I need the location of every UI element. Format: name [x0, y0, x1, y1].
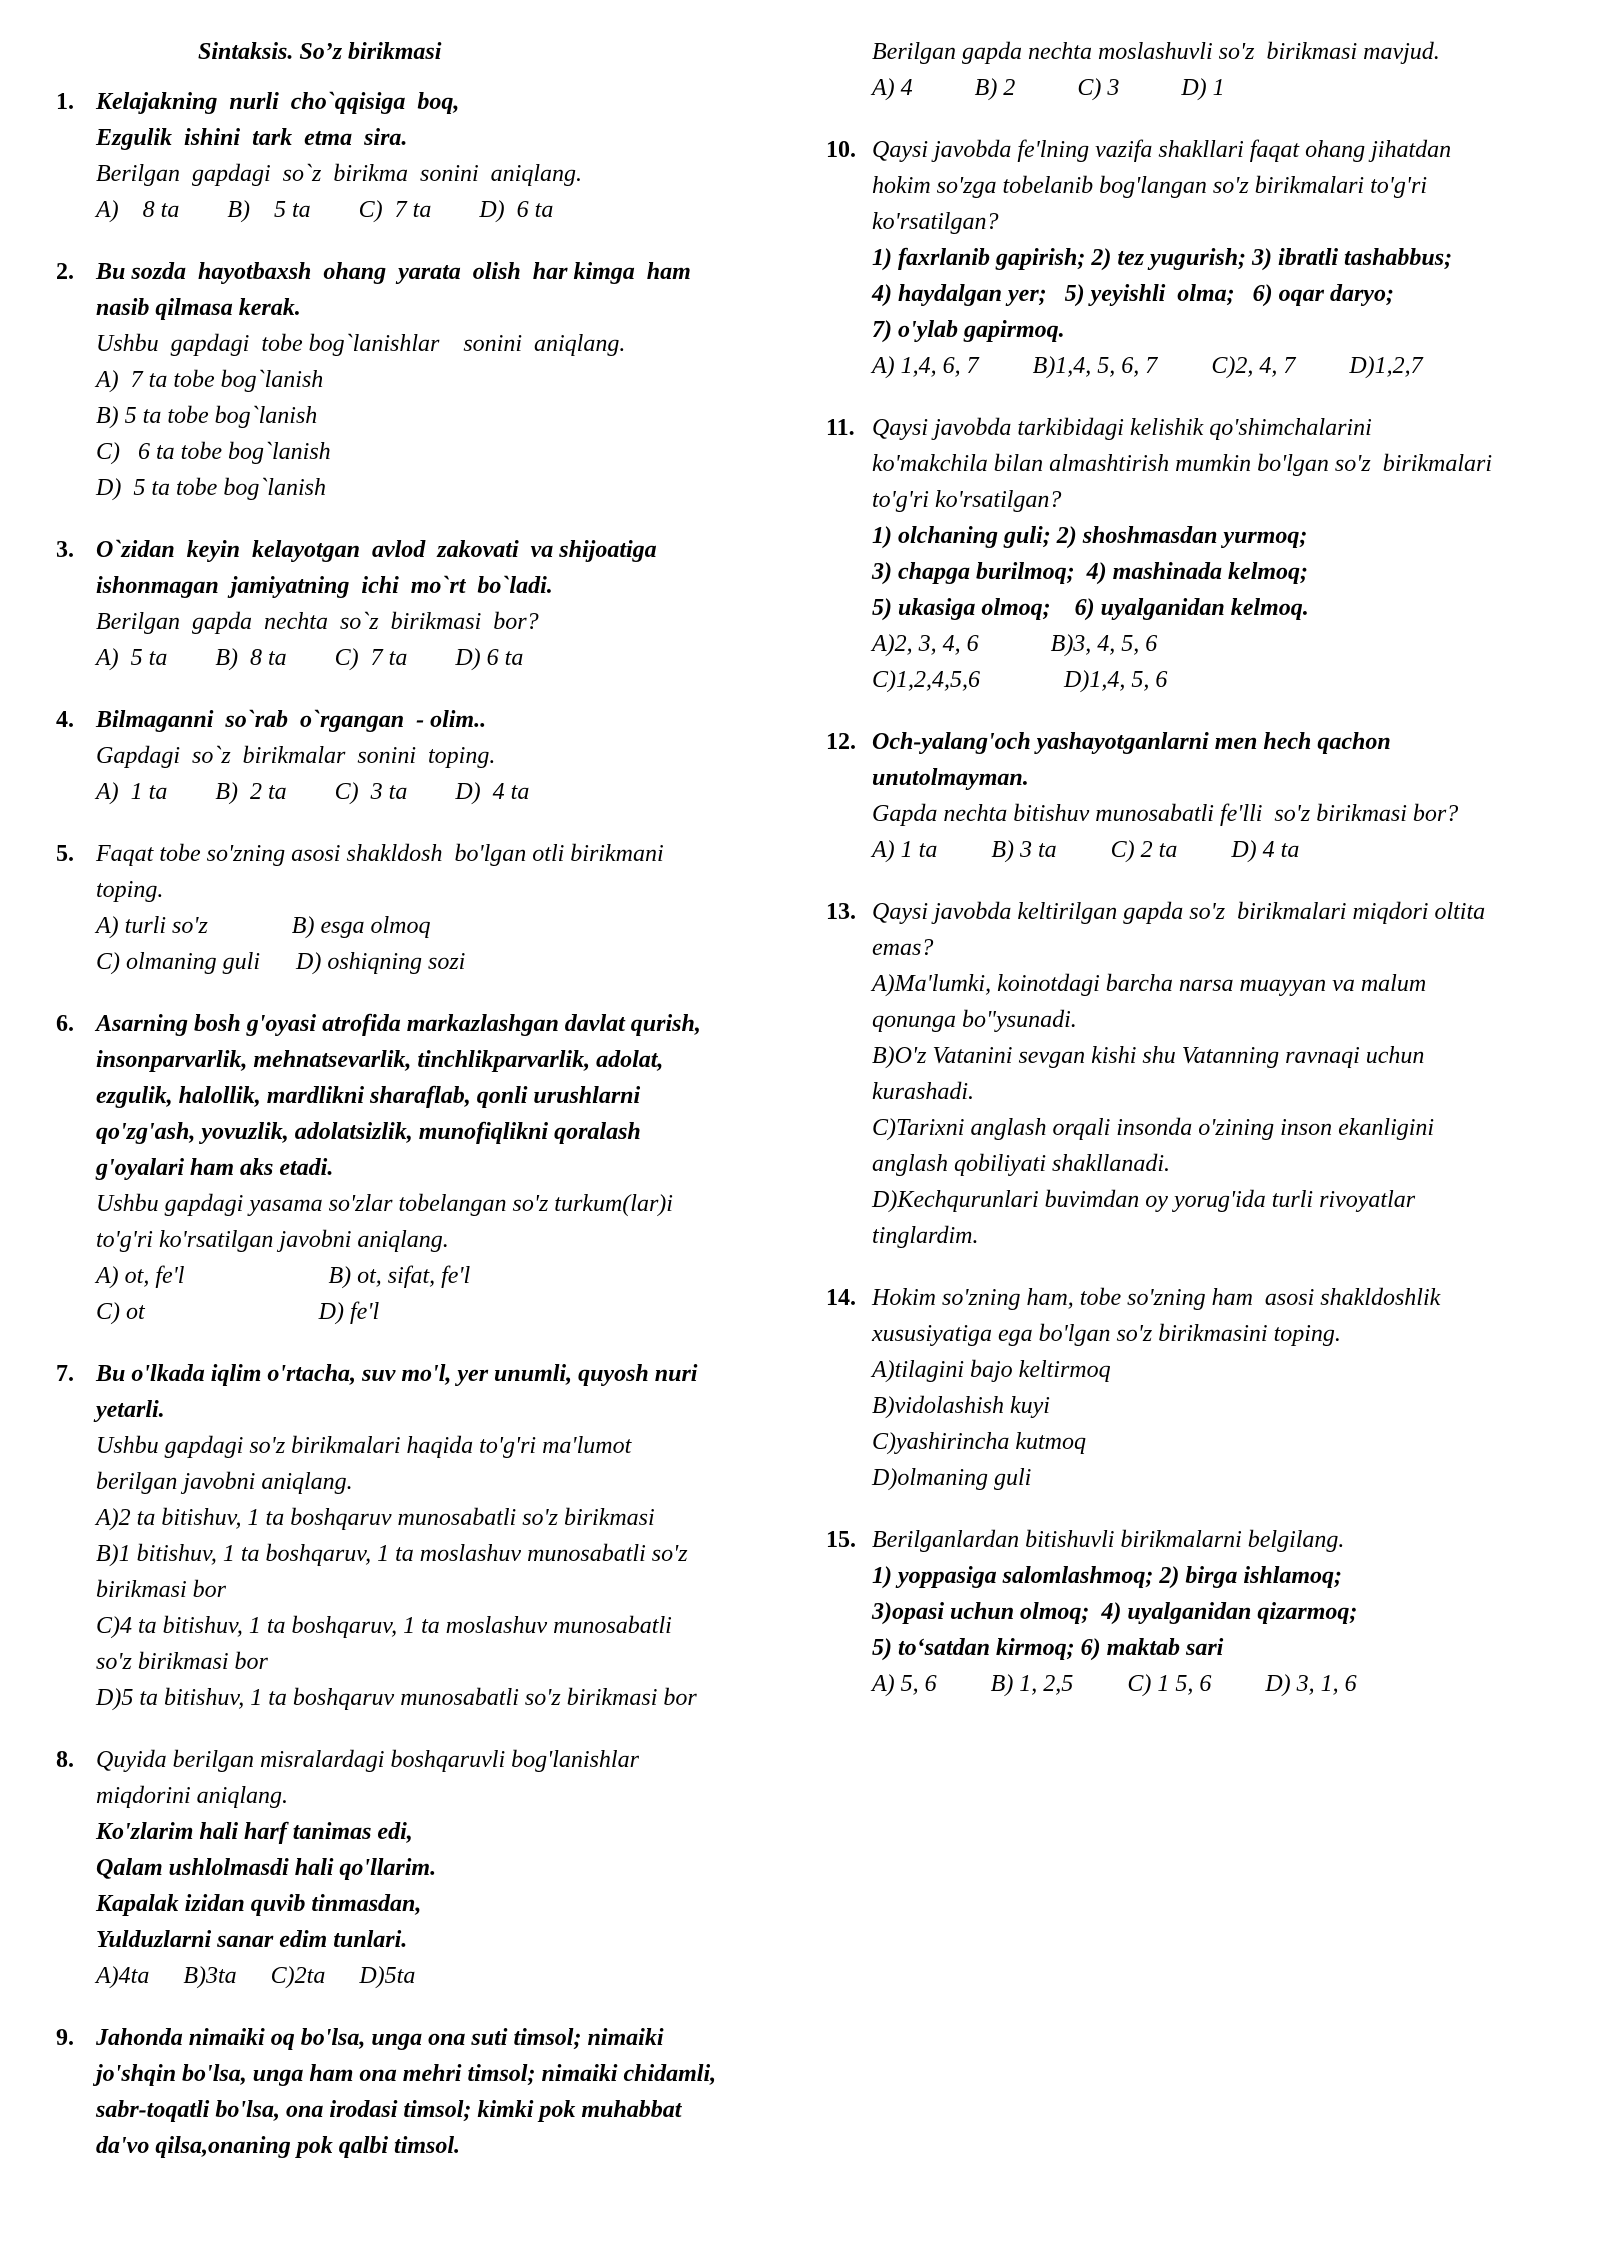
- question-14: [826, 1280, 1576, 1496]
- answer-option: B) 5 ta: [227, 197, 311, 223]
- question-number: 15.: [826, 1527, 856, 1553]
- answer-option: B) 2: [974, 75, 1016, 101]
- question-10: [826, 132, 1576, 384]
- question-line: C)yashirincha kutmoq: [872, 1429, 1086, 1455]
- question-bold-line: Ezgulik ishini tark etma sira.: [96, 125, 408, 151]
- answer-option: C) 2 ta: [1110, 837, 1178, 863]
- question-line: A)tilagini bajo keltirmoq: [872, 1357, 1111, 1383]
- answer-option: B) 3 ta: [991, 837, 1057, 863]
- question-line: so'z birikmasi bor: [96, 1649, 268, 1675]
- question-number: 2.: [56, 259, 74, 285]
- question-bold-line: Bu o'lkada iqlim o'rtacha, suv mo'l, yer unumli, quyosh nuri: [96, 1361, 698, 1387]
- question-number: 6.: [56, 1011, 74, 1037]
- question-bold-line: da'vo qilsa,onaning pok qalbi timsol.: [96, 2133, 461, 2159]
- answer-option: D) 4 ta: [1231, 837, 1300, 863]
- answer-options: [872, 348, 1576, 384]
- answer-option: B)3ta: [183, 1963, 237, 1989]
- answer-option: A) 5 ta: [96, 645, 168, 671]
- question-line: B)O'z Vatanini sevgan kishi shu Vatanning ravnaqi uchun: [872, 1043, 1425, 1069]
- question-number: 9.: [56, 2025, 74, 2051]
- question-line: to'g'ri ko'rsatilgan?: [872, 487, 1062, 513]
- question-bold-line: jo'shqin bo'lsa, unga ham ona mehri timsol; nimaiki chidamli,: [96, 2061, 717, 2087]
- answer-option: C)2ta: [270, 1963, 326, 1989]
- question-line: Ushbu gapdagi so'z birikmalari haqida to'g'ri ma'lumot: [96, 1433, 632, 1459]
- question-bold-line: 1) yoppasiga salomlashmoq; 2) birga ishlamoq;: [872, 1563, 1343, 1589]
- question-line: ko'rsatilgan?: [872, 209, 999, 235]
- question-bold-line: Asarning bosh g'oyasi atrofida markazlashgan davlat qurish,: [96, 1011, 701, 1037]
- question-bold-line: 3) chapga burilmoq; 4) mashinada kelmoq;: [872, 559, 1309, 585]
- question-number: 13.: [826, 899, 856, 925]
- question-number: 4.: [56, 707, 74, 733]
- question-line: C) 6 ta tobe bog`lanish: [96, 439, 331, 465]
- question-bold-line: Jahonda nimaiki oq bo'lsa, unga ona suti timsol; nimaiki: [96, 2025, 664, 2051]
- question-line: Qaysi javobda tarkibidagi kelishik qo'shimchalarini: [872, 415, 1372, 441]
- question-9: [56, 2020, 806, 2164]
- question-line: tinglardim.: [872, 1223, 979, 1249]
- answer-option: A) 1 ta: [96, 779, 168, 805]
- question-bold-line: g'oyalari ham aks etadi.: [96, 1155, 334, 1181]
- answer-option: A) 4: [872, 75, 913, 101]
- question-line: Quyida berilgan misralardagi boshqaruvli bog'lanishlar: [96, 1747, 639, 1773]
- answer-option: A) 1,4, 6, 7: [872, 353, 979, 379]
- question-line: Hokim so'zning ham, tobe so'zning ham asosi shakldoshlik: [872, 1285, 1441, 1311]
- answer-options: [96, 192, 806, 228]
- left-questions: [56, 84, 806, 2164]
- question-9-continuation: [826, 34, 1576, 106]
- question-line: D)olmaning guli: [872, 1465, 1032, 1491]
- question-bold-line: 7) o'ylab gapirmoq.: [872, 317, 1065, 343]
- question-number: 12.: [826, 729, 856, 755]
- question-line: A) 7 ta tobe bog`lanish: [96, 367, 324, 393]
- question-line: B)vidolashish kuyi: [872, 1393, 1050, 1419]
- question-line: Berilgan gapda nechta so`z birikmasi bor?: [96, 609, 539, 635]
- question-line: B) 5 ta tobe bog`lanish: [96, 403, 318, 429]
- question-6: [56, 1006, 806, 1330]
- question-4: [56, 702, 806, 810]
- question-line: Berilgan gapdagi so`z birikma sonini aniqlang.: [96, 161, 582, 187]
- question-line: A)2, 3, 4, 6 B)3, 4, 5, 6: [872, 631, 1158, 657]
- question-line: C)1,2,4,5,6 D)1,4, 5, 6: [872, 667, 1168, 693]
- question-9-options: [872, 70, 1576, 106]
- question-line: B)1 bitishuv, 1 ta boshqaruv, 1 ta moslashuv munosabatli so'z: [96, 1541, 688, 1567]
- question-line: A)2 ta bitishuv, 1 ta boshqaruv munosabatli so'z birikmasi: [96, 1505, 655, 1531]
- answer-option: D) 4 ta: [455, 779, 530, 805]
- question-line: Qaysi javobda fe'lning vazifa shakllari faqat ohang jihatdan: [872, 137, 1452, 163]
- answer-options: [872, 1666, 1576, 1702]
- question-7: [56, 1356, 806, 1716]
- question-bold-line: ishonmagan jamiyatning ichi mo`rt bo`ladi.: [96, 573, 553, 599]
- answer-options: [96, 1958, 806, 1994]
- question-15: [826, 1522, 1576, 1702]
- question-11: [826, 410, 1576, 698]
- poem-line: Kapalak izidan quvib tinmasdan,: [96, 1891, 422, 1917]
- question-bold-line: Och-yalang'och yashayotganlarni men hech qachon: [872, 729, 1391, 755]
- question-bold-line: 3)opasi uchun olmoq; 4) uyalganidan qizarmoq;: [872, 1599, 1358, 1625]
- answer-option: C)2, 4, 7: [1211, 353, 1296, 379]
- question-line: D)5 ta bitishuv, 1 ta boshqaruv munosabatli so'z birikmasi bor: [96, 1685, 697, 1711]
- question-number: 10.: [826, 137, 856, 163]
- question-3: [56, 532, 806, 676]
- question-line: Ushbu gapdagi yasama so'zlar tobelangan so'z turkum(lar)i: [96, 1191, 673, 1217]
- question-line: Gapdagi so`z birikmalar sonini toping.: [96, 743, 496, 769]
- poem-line: Qalam ushlolmasdi hali qo'llarim.: [96, 1855, 437, 1881]
- question-number: 14.: [826, 1285, 856, 1311]
- answer-option: B) 2 ta: [215, 779, 287, 805]
- question-1: [56, 84, 806, 228]
- question-number: 5.: [56, 841, 74, 867]
- question-number: 7.: [56, 1361, 74, 1387]
- answer-option: D)1,2,7: [1349, 353, 1423, 379]
- left-column: [56, 34, 806, 2164]
- answer-option: C) 1 5, 6: [1127, 1671, 1212, 1697]
- answer-option: D)5ta: [359, 1963, 416, 1989]
- question-line: C) ot D) fe'l: [96, 1299, 380, 1325]
- right-questions: [826, 132, 1576, 1702]
- question-line: xususiyatiga ega bo'lgan so'z birikmasini toping.: [872, 1321, 1341, 1347]
- answer-option: A) 8 ta: [96, 197, 180, 223]
- question-line: C) olmaning guli D) oshiqning sozi: [96, 949, 466, 975]
- question-bold-line: 4) haydalgan yer; 5) yeyishli olma; 6) oqar daryo;: [872, 281, 1394, 307]
- answer-option: D) 6 ta: [455, 645, 524, 671]
- question-line: to'g'ri ko'rsatilgan javobni aniqlang.: [96, 1227, 449, 1253]
- answer-option: A)4ta: [96, 1963, 150, 1989]
- answer-option: B)1,4, 5, 6, 7: [1032, 353, 1158, 379]
- answer-option: C) 7 ta: [358, 197, 432, 223]
- question-bold-line: 1) faxrlanib gapirish; 2) tez yugurish; 3) ibratli tashabbus;: [872, 245, 1453, 271]
- question-line: berilgan javobni aniqlang.: [96, 1469, 353, 1495]
- question-number: 8.: [56, 1747, 74, 1773]
- question-line: emas?: [872, 935, 934, 961]
- question-bold-line: Bilmaganni so`rab o`rgangan - olim..: [96, 707, 487, 733]
- question-line: toping.: [96, 877, 164, 903]
- question-2: [56, 254, 806, 506]
- question-line: D)Kechqurunlari buvimdan oy yorug'ida turli rivoyatlar: [872, 1187, 1416, 1213]
- question-bold-line: insonparvarlik, mehnatsevarlik, tinchlikparvarlik, adolat,: [96, 1047, 664, 1073]
- question-line: ko'makchila bilan almashtirish mumkin bo'lgan so'z birikmalari: [872, 451, 1493, 477]
- question-bold-line: O`zidan keyin kelayotgan avlod zakovati va shijoatiga: [96, 537, 657, 563]
- question-bold-line: unutolmayman.: [872, 765, 1029, 791]
- question-line: birikmasi bor: [96, 1577, 227, 1603]
- poem-line: Ko'zlarim hali harf tanimas edi,: [96, 1819, 413, 1845]
- question-line: Faqat tobe so'zning asosi shakldosh bo'lgan otli birikmani: [96, 841, 664, 867]
- question-bold-line: sabr-toqatli bo'lsa, ona irodasi timsol; kimki pok muhabbat: [96, 2097, 682, 2123]
- question-bold-line: nasib qilmasa kerak.: [96, 295, 301, 321]
- answer-option: D) 1: [1181, 75, 1225, 101]
- answer-option: C) 7 ta: [334, 645, 408, 671]
- answer-option: D) 3, 1, 6: [1265, 1671, 1357, 1697]
- question-9-prompt: Berilgan gapda nechta moslashuvli so'z birikmasi mavjud.: [872, 39, 1440, 65]
- question-5: [56, 836, 806, 980]
- question-bold-line: yetarli.: [96, 1397, 165, 1423]
- question-line: D) 5 ta tobe bog`lanish: [96, 475, 326, 501]
- question-line: A) turli so'z B) esga olmoq: [96, 913, 431, 939]
- question-line: Berilganlardan bitishuvli birikmalarni belgilang.: [872, 1527, 1345, 1553]
- right-column: [826, 34, 1576, 1702]
- page-title: Sintaksis. So’z birikmasi: [198, 39, 442, 65]
- question-line: A) ot, fe'l B) ot, sifat, fe'l: [96, 1263, 471, 1289]
- question-line: C)Tarixni anglash orqali insonda o'zining inson ekanligini: [872, 1115, 1435, 1141]
- question-bold-line: 5) to‘satdan kirmoq; 6) maktab sari: [872, 1635, 1224, 1661]
- question-line: hokim so'zga tobelanib bog'langan so'z birikmalari to'g'ri: [872, 173, 1428, 199]
- question-number: 1.: [56, 89, 74, 115]
- question-12: [826, 724, 1576, 868]
- answer-option: A) 5, 6: [872, 1671, 937, 1697]
- answer-option: C) 3: [1077, 75, 1120, 101]
- question-line: Gapda nechta bitishuv munosabatli fe'lli so'z birikmasi bor?: [872, 801, 1459, 827]
- question-line: miqdorini aniqlang.: [96, 1783, 289, 1809]
- question-bold-line: ezgulik, halollik, mardlikni sharaflab, qonli urushlarni: [96, 1083, 641, 1109]
- question-bold-line: 5) ukasiga olmoq; 6) uyalganidan kelmoq.: [872, 595, 1309, 621]
- question-line: A)Ma'lumki, koinotdagi barcha narsa muayyan va malum: [872, 971, 1427, 997]
- question-13: [826, 894, 1576, 1254]
- answer-option: B) 8 ta: [215, 645, 287, 671]
- question-8: [56, 1742, 806, 1994]
- question-line: Ushbu gapdagi tobe bog`lanishlar sonini aniqlang.: [96, 331, 626, 357]
- question-number: 3.: [56, 537, 74, 563]
- answer-option: A) 1 ta: [872, 837, 938, 863]
- answer-options: [96, 640, 806, 676]
- question-bold-line: Bu sozda hayotbaxsh ohang yarata olish har kimga ham: [96, 259, 691, 285]
- question-line: anglash qobiliyati shakllanadi.: [872, 1151, 1170, 1177]
- answer-option: D) 6 ta: [479, 197, 554, 223]
- question-line: C)4 ta bitishuv, 1 ta boshqaruv, 1 ta moslashuv munosabatli: [96, 1613, 672, 1639]
- question-bold-line: qo'zg'ash, yovuzlik, adolatsizlik, munofiqlikni qoralash: [96, 1119, 641, 1145]
- question-number: 11.: [826, 415, 855, 441]
- question-line: kurashadi.: [872, 1079, 974, 1105]
- answer-options: [96, 774, 806, 810]
- poem-line: Yulduzlarni sanar edim tunlari.: [96, 1927, 408, 1953]
- question-bold-line: Kelajakning nurli cho`qqisiga boq,: [96, 89, 460, 115]
- question-bold-line: 1) olchaning guli; 2) shoshmasdan yurmoq;: [872, 523, 1308, 549]
- answer-option: C) 3 ta: [334, 779, 408, 805]
- answer-options: [872, 832, 1576, 868]
- question-line: Qaysi javobda keltirilgan gapda so'z birikmalari miqdori oltita: [872, 899, 1486, 925]
- question-line: qonunga bo"ysunadi.: [872, 1007, 1077, 1033]
- answer-option: B) 1, 2,5: [990, 1671, 1074, 1697]
